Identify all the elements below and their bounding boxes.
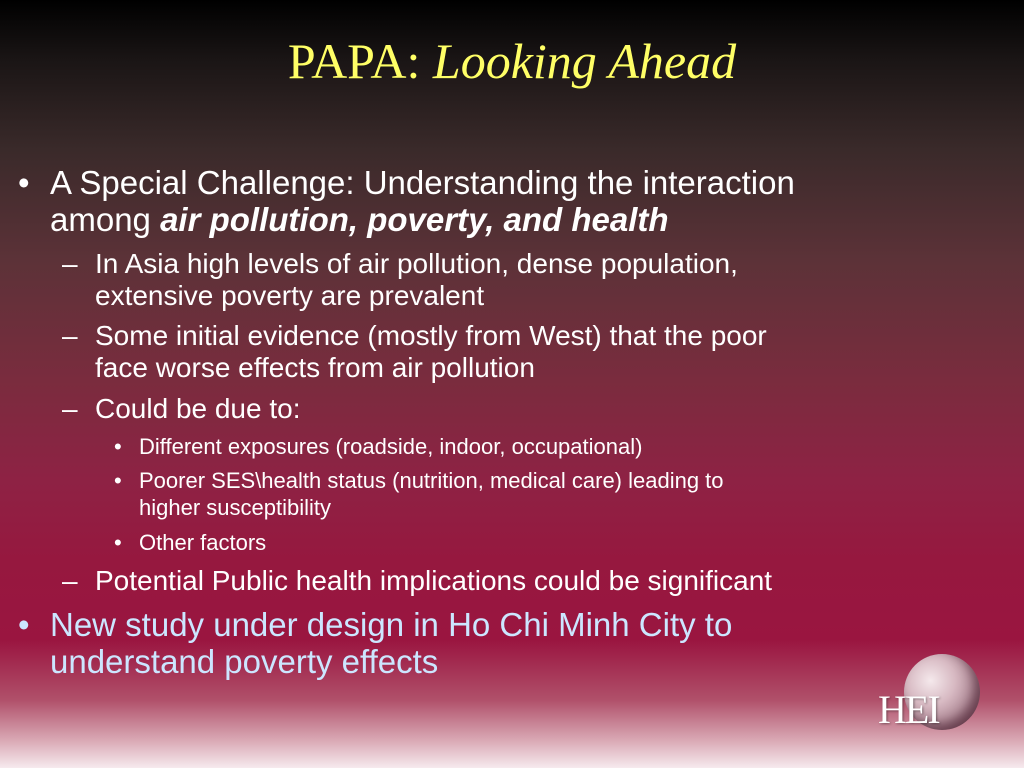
sub-bullet-4-text: Potential Public health implications could be significant xyxy=(95,565,773,596)
dash-marker: – xyxy=(62,320,78,351)
tertiary-bullet-2-line-2: higher susceptibility xyxy=(139,495,331,520)
sub-bullet-3-text: Could be due to: xyxy=(95,393,301,424)
bullet-2-line-2: understand poverty effects xyxy=(50,643,439,680)
bullet-1-plain: among xyxy=(50,201,161,238)
title-italic: Looking Ahead xyxy=(432,33,737,89)
bullet-1-emphasis: air pollution, poverty, and health xyxy=(160,201,669,238)
bullet-2-line-1: New study under design in Ho Chi Minh City to xyxy=(50,606,733,643)
title-plain: PAPA: xyxy=(287,33,433,89)
logo-text: HEI xyxy=(878,687,939,732)
sub-bullet-2-line-2: face worse effects from air pollution xyxy=(95,352,535,383)
bullet-1-line-2 xyxy=(50,201,795,238)
bullet-marker: • xyxy=(114,468,122,493)
tertiary-bullet-3-text: Other factors xyxy=(139,530,267,555)
dash-marker: – xyxy=(62,393,78,424)
bullet-marker: • xyxy=(18,164,30,201)
bullet-marker: • xyxy=(18,606,30,643)
hei-logo xyxy=(874,652,984,742)
sub-bullet-1-line-2: extensive poverty are prevalent xyxy=(95,280,485,311)
slide-title xyxy=(0,34,1024,89)
sub-bullet-1-line-1: In Asia high levels of air pollution, dense population, xyxy=(95,248,738,279)
dash-marker: – xyxy=(62,248,78,279)
dash-marker: – xyxy=(62,565,78,596)
tertiary-bullet-1-text: Different exposures (roadside, indoor, occupational) xyxy=(139,434,643,459)
bullet-marker: • xyxy=(114,434,122,459)
sub-bullet-2-line-1: Some initial evidence (mostly from West) that the poor xyxy=(95,320,767,351)
bullet-marker: • xyxy=(114,530,122,555)
tertiary-bullet-2-line-1: Poorer SES\health status (nutrition, medical care) leading to xyxy=(139,468,724,493)
bullet-1-line-1: A Special Challenge: Understanding the interaction xyxy=(50,164,795,201)
